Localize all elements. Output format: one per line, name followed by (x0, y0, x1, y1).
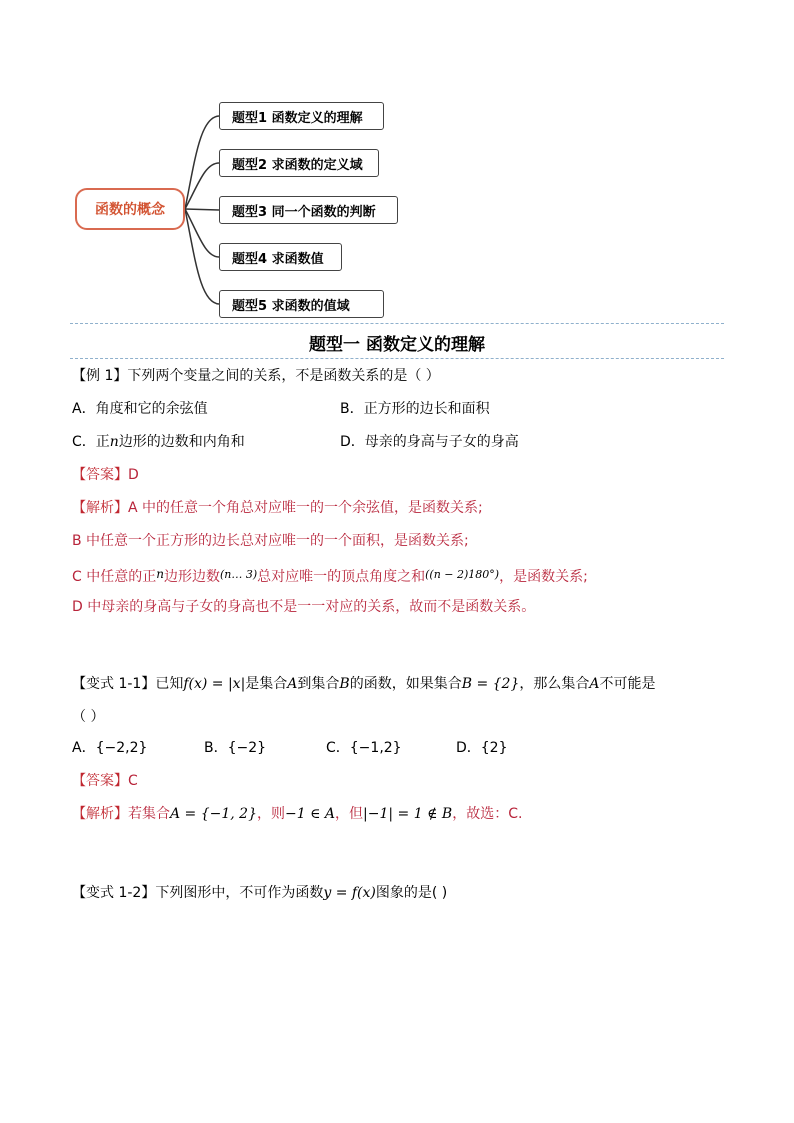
variant-1-1-answer: 【答案】C (72, 773, 138, 789)
mindmap-root: 函数的概念 (75, 188, 185, 230)
analysis-line-1: 【解析】A 中的任意一个角总对应唯一的一个余弦值，是函数关系; (72, 500, 483, 516)
mindmap-node-4: 题型4 求函数值 (219, 243, 342, 271)
variant-tag: 【变式 1-2】 (72, 885, 156, 901)
divider-top (70, 323, 724, 324)
option-d: D．母亲的身高与子女的身高 (340, 434, 519, 450)
variant-1-1-question: 【变式 1-1】已知f(x) = |x|是集合A到集合B的函数，如果集合B = {2}，那么集合A不可能是 (72, 676, 656, 692)
v11-option-a: A．{−2,2} (72, 740, 148, 756)
analysis-line-4: D 中母亲的身高与子女的身高也不是一一对应的关系，故而不是函数关系。 (72, 599, 536, 615)
variant-1-1-paren: （ ） (72, 709, 105, 725)
v11-option-c: C．{−1,2} (326, 740, 402, 756)
analysis-line-2: B 中任意一个正方形的边长总对应唯一的一个面积，是函数关系; (72, 533, 469, 549)
option-c: C．正n边形的边数和内角和 (72, 434, 245, 450)
v11-option-d: D．{2} (456, 740, 508, 756)
divider-bottom (70, 358, 724, 359)
example-1-answer: 【答案】D (72, 467, 139, 483)
mindmap-connectors (0, 0, 794, 330)
analysis-line-3: C 中任意的正n边形边数$^{(n\dots 3)}$总对应唯一的顶点角度之和$^{((n - 2)180^\circ)}$，是函数关系; (72, 567, 588, 585)
example-1-question: 【例 1】下列两个变量之间的关系，不是函数关系的是（ ） (72, 368, 440, 384)
option-a: A．角度和它的余弦值 (72, 401, 208, 417)
variant-1-1-analysis: 【解析】若集合A = {−1, 2}，则−1 ∈ A，但|−1| = 1 ∉ B，故选：C. (72, 806, 523, 822)
mindmap-node-2: 题型2 求函数的定义域 (219, 149, 379, 177)
example-tag: 【例 1】 (72, 368, 128, 384)
variant-1-2-question: 【变式 1-2】下列图形中，不可作为函数y = f(x)图象的是( ) (72, 885, 448, 901)
option-b: B．正方形的边长和面积 (340, 401, 490, 417)
mindmap-node-3: 题型3 同一个函数的判断 (219, 196, 398, 224)
mindmap-node-5: 题型5 求函数的值域 (219, 290, 384, 318)
section-title: 题型一 函数定义的理解 (309, 335, 485, 355)
mindmap-node-1: 题型1 函数定义的理解 (219, 102, 384, 130)
variant-tag: 【变式 1-1】 (72, 676, 156, 692)
v11-option-b: B．{−2} (204, 740, 267, 756)
